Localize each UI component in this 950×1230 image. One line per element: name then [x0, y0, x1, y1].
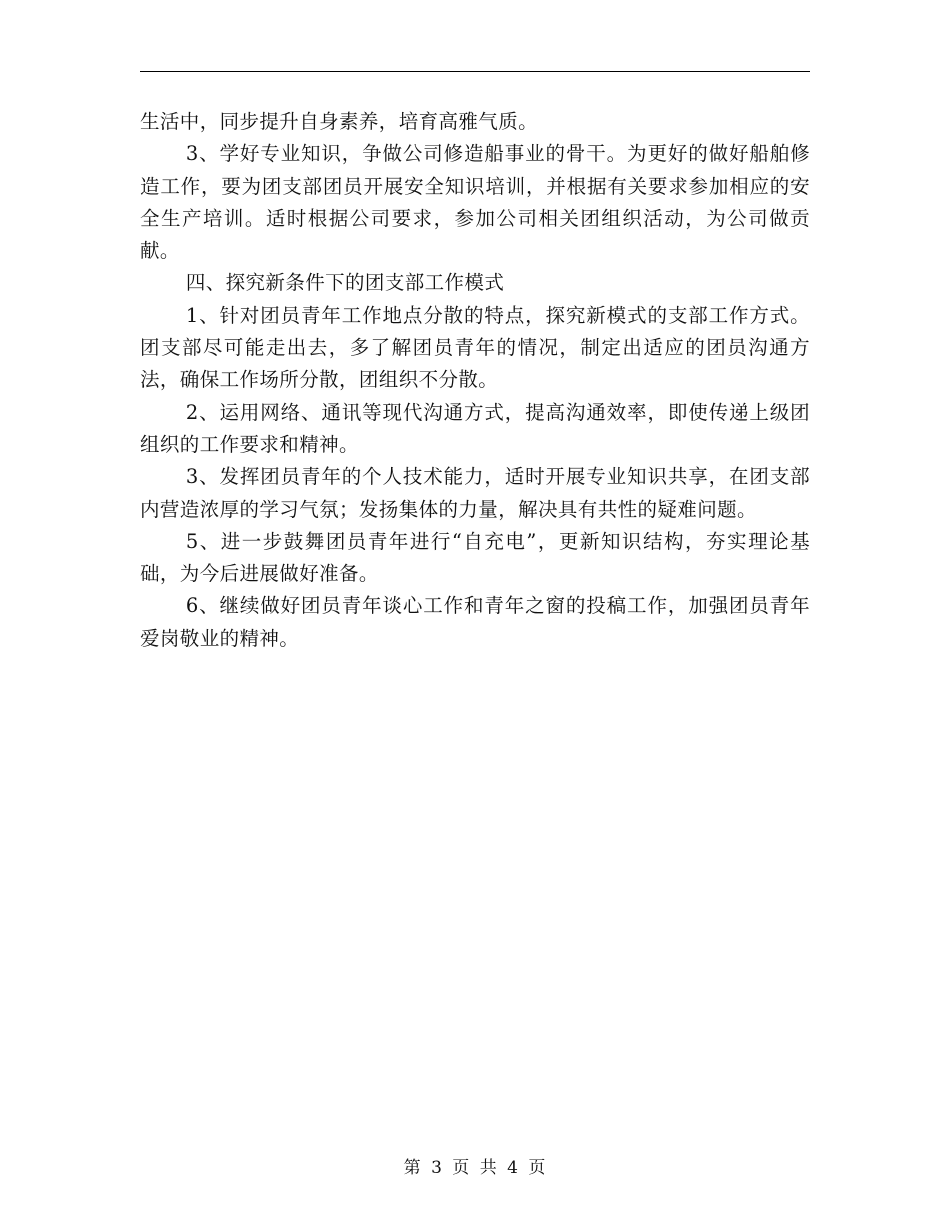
- paragraph-7: 5、进一步鼓舞团员青年进行“自充电”，更新知识结构，夯实理论基础，为今后进展做好准备。: [140, 529, 810, 586]
- document-body: [140, 106, 810, 655]
- paragraph-4: 1、针对团员青年工作地点分散的特点，探究新模式的支部工作方式。团支部尽可能走出去，多了解团员青年的情况，制定出适应的团员沟通方法，确保工作场所分散，团组织不分散。: [140, 303, 810, 392]
- page-number: 第 3 页 共 4 页: [403, 1158, 547, 1178]
- paragraph-6: 3、发挥团员青年的个人技术能力，适时开展专业知识共享，在团支部内营造浓厚的学习气氛；发扬集体的力量，解决具有共性的疑难问题。: [140, 465, 810, 521]
- paragraph-8: 6、继续做好团员青年谈心工作和青年之窗的投稿工作，加强团员青年爱岗敬业的精神。: [140, 594, 810, 650]
- paragraph-2: 3、学好专业知识，争做公司修造船事业的骨干。为更好的做好船舶修造工作，要为团支部团员开展安全知识培训，并根据有关要求参加相应的安全生产培训。适时根据公司要求，参加公司相关团组织活动，为公司做贡献。: [140, 142, 810, 263]
- paragraph-1: 生活中，同步提升自身素养，培育高雅气质。: [140, 110, 539, 133]
- paragraph-5: 2、运用网络、通讯等现代沟通方式，提高沟通效率，即使传递上级团组织的工作要求和精神。: [140, 400, 810, 456]
- section-heading: 四、探究新条件下的团支部工作模式: [185, 271, 505, 295]
- header-rule: [140, 71, 810, 72]
